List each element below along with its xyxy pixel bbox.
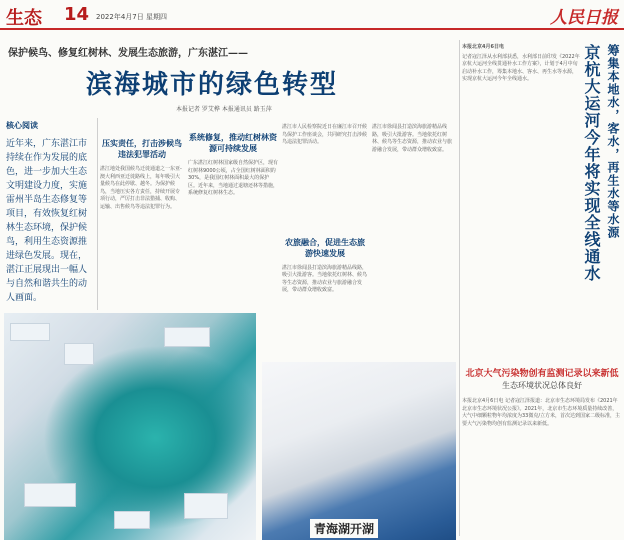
section-subhead-2: 压实责任，打击涉候鸟违法犯罪活动 [102,139,182,159]
column-text-2: 湛江地处我国候鸟迁徙通道之一东亚-澳大利西亚迁徙路线上，每年吸引大量候鸟在此停歇、越冬。为保护候鸟，当地压实各方责任，持续开展专项行动，严厉打击非法猎捕、收购、运输、出售候鸟等违法犯罪行为。 [100,166,182,210]
column-text-4b: 湛江市徐闻县打造滨海旅游精品线路，吸引大批游客。当地依托红树林、候鸟等生态资源，推动农业与旅游融合发展，带动群众增收致富。 [282,264,368,293]
photo-caption: 青海湖开湖 [310,519,378,538]
core-reading-title: 核心阅读 [6,121,38,130]
article-column-5 [372,120,456,154]
ice-floe [164,327,210,347]
column-rule [97,118,98,310]
section-subhead-4: 农旅融合，促进生态旅游快速发展 [285,237,365,258]
article-headline: 滨海城市的绿色转型 [86,70,339,100]
core-reading-box [6,120,94,305]
beijing-air-subtitle: 生态环境状况总体良好 [502,381,582,390]
ice-floe [10,323,50,341]
ice-floe [24,483,76,507]
article-column-2 [100,120,184,211]
canal-article [462,44,580,84]
ice-floe [114,511,150,529]
canal-vertical-headline [582,44,622,282]
article-column-3 [188,120,278,198]
issue-date: 2022年4月7日 星期四 [96,13,167,21]
canal-dateline: 本报北京4月6日电 [462,44,504,50]
page-number: 14 [64,4,90,25]
qinghai-lake-photo [262,362,456,540]
masthead [0,0,624,30]
section-subhead-3: 系统修复，推动红树林资源可持续发展 [189,133,277,153]
beijing-air-headline: 北京大气污染物创有监测记录以来新低 [465,369,619,379]
canal-headline-line-1: 筹集本地水，客水，再生水等水源 [606,44,620,239]
column-text-3: 广东湛江红树林国家级自然保护区，现有红树林9000公顷，占全国红树林面积的30%，是我国红树林面积最大的保护区。近年来，当地通过退塘还林等措施，系统修复红树林生态。 [188,160,279,196]
ice-floe [184,493,228,519]
section-name: 生态 [6,8,42,29]
article-column-4 [282,120,368,295]
column-text-4: 湛江市人民检察院近日在廉江市召开候鸟保护工作座谈会，共同研究打击涉候鸟违法犯罪活动。 [282,124,368,145]
ice-floe [64,343,94,365]
article-byline: 本报记者 罗艾桦 本报通讯员 路玉萍 [176,106,272,113]
core-reading-body: 近年来，广东湛江市持续在作为发展的底色，进一步加大生态文明建设力度，实施雷州半岛生态修复等项目，有效恢复红树林生态环境，保护候鸟，利用生态资源推进绿色发展。现在，湛江正展现出一幅人与自然和谐共生的动人画面。 [6,139,88,303]
column-text-5: 湛江市徐闻县打造滨海旅游精品线路，吸引大批游客。当地依托红树林、候鸟等生态资源，推动农业与旅游融合发展，带动群众增收致富。 [372,124,453,153]
canal-body: 记者寇江泽从水利部获悉，水利部日前印发《2022年京杭大运河全线贯通补水工作方案》，计划于4月中旬启动补水工作，筹集本地水、客水、再生水等水源，实现京杭大运河今年全线通水。 [462,53,580,82]
ice-floes-photo [4,313,256,540]
article-kicker: 保护候鸟、修复红树林、发展生态旅游，广东湛江—— [8,48,248,59]
canal-headline-line-2: 京杭大运河今年将实现全线通水 [582,44,601,282]
column-rule [459,40,460,536]
beijing-air-body: 本报北京4月6日电 记者寇江泽报道：北京市生态环境局发布《2021年北京市生态环境状况公报》。2021年，北京市生态环境质量持续改善，大气中细颗粒物年均浓度为33微克/立方米，首次达到国家二级标准，主要大气污染物均创有监测记录以来新低。 [462,398,621,427]
newspaper-logo: 人民日报 [550,8,618,28]
